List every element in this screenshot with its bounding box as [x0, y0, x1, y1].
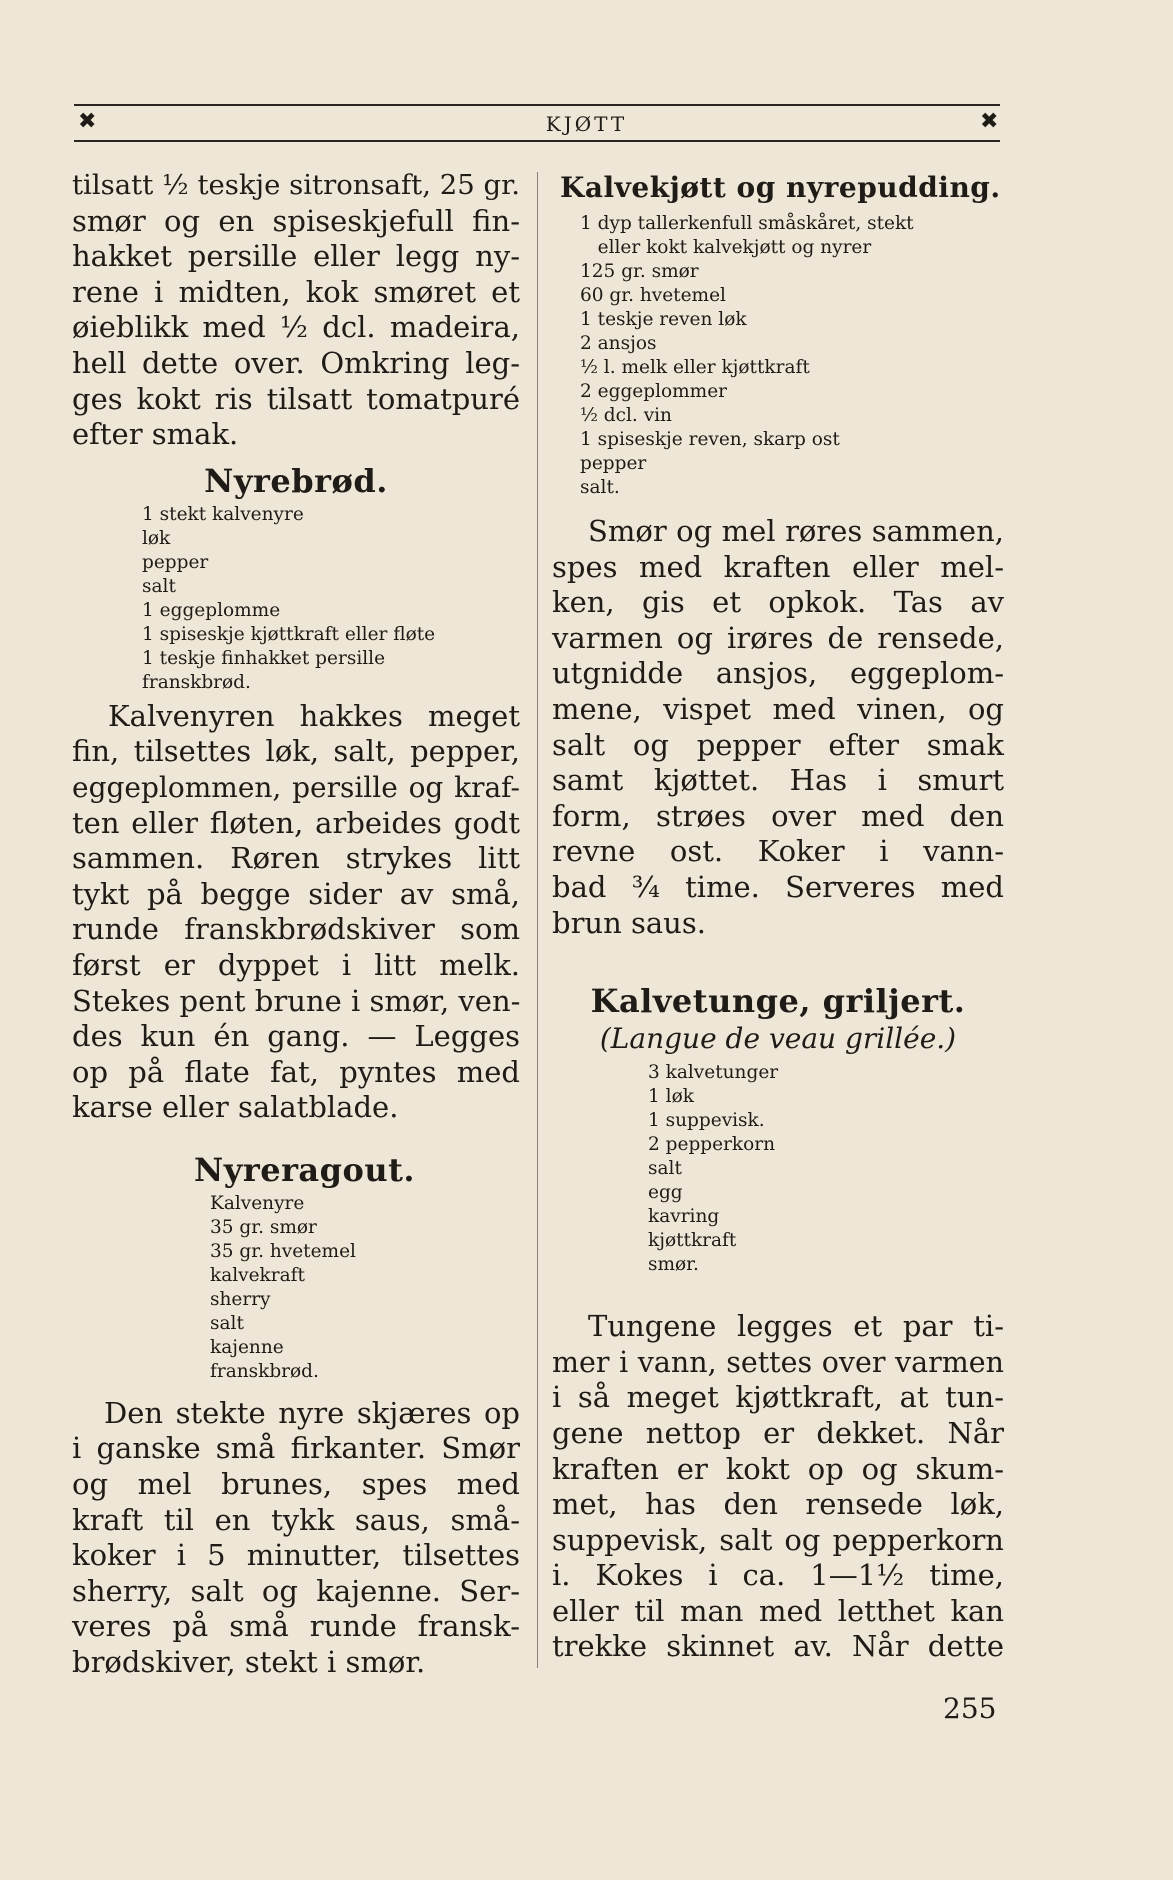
ingredient-item: 1 teskje finhakket persille — [142, 647, 386, 669]
ingredient-item: 125 gr. smør — [580, 261, 699, 282]
ingredient-item: 3 kalvetunger — [648, 1062, 779, 1084]
text-line: eggeplommen, persille og kraf- — [72, 770, 520, 804]
text-line: eller til man med letthet kan — [552, 1593, 1004, 1628]
text-line: tykt på begge sider av små, — [72, 876, 520, 911]
text-line: sammen. Røren strykes litt — [72, 841, 520, 876]
ingredient-item: 1 spiseskje reven, skarp ost — [580, 429, 840, 450]
text-line: brødskiver, stekt i smør. — [72, 1645, 426, 1680]
recipe-title-pudding: Kalvekjøtt og nyrepudding. — [560, 171, 1001, 204]
right-column — [552, 168, 1004, 1665]
header-ornament-left: ✖ — [78, 109, 97, 134]
text-line: trekke skinnet av. Når dette — [552, 1629, 1004, 1664]
text-line: mer i vann, settes over varmen — [552, 1345, 1004, 1379]
method-paragraph-pudding — [552, 514, 1004, 941]
text-line: tilsatt ½ teskje sitronsaft, 25 gr. — [72, 169, 520, 201]
text-line: efter smak. — [72, 417, 239, 452]
ingredient-item: ½ l. melk eller kjøttkraft — [580, 357, 810, 378]
text-line: form, strøes over med den — [552, 798, 1004, 833]
text-line: Smør og mel røres sammen, — [588, 514, 1004, 548]
recipe-title-nyrebrod: Nyrebrød. — [204, 461, 388, 500]
ingredient-item: franskbrød. — [210, 1360, 319, 1382]
left-column — [72, 168, 520, 1681]
running-head-title: KJØTT — [545, 112, 628, 136]
ingredient-item: kjøttkraft — [648, 1230, 737, 1252]
ingredient-item: 1 suppevisk. — [648, 1110, 765, 1132]
ingredient-list-pudding — [580, 212, 1004, 500]
text-line: Stekes pent brune i smør, ven- — [72, 983, 521, 1018]
text-line: spes med kraften eller mel- — [552, 549, 1004, 584]
text-line: og mel brunes, spes med — [72, 1467, 520, 1502]
recipe-title-tunge: Kalvetunge, griljert. — [590, 982, 966, 1021]
ingredient-item: salt. — [580, 477, 620, 498]
text-line: kraft til en tykk saus, små- — [72, 1502, 520, 1537]
ingredient-item: 1 stekt kalvenyre — [142, 503, 304, 525]
text-line: salt og pepper efter smak — [552, 727, 1004, 762]
ingredient-item: 60 gr. hvetemel — [580, 285, 726, 306]
ingredient-item: franskbrød. — [142, 671, 251, 693]
ingredient-item: salt — [142, 575, 176, 597]
text-line: øieblikk med ½ dcl. madeira, — [72, 310, 520, 345]
column-divider — [537, 172, 538, 1668]
text-line: ken, gis et opkok. Tas av — [552, 585, 1004, 620]
ingredient-item: smør. — [648, 1254, 699, 1276]
text-line: smør og en spiseskjefull fin- — [72, 203, 520, 238]
ingredient-item: pepper — [580, 453, 647, 474]
text-line: fin, tilsettes løk, salt, pepper, — [72, 734, 520, 769]
ingredient-item: kavring — [648, 1206, 720, 1228]
recipe-title-nyreragout: Nyreragout. — [194, 1150, 416, 1189]
ingredient-list-nyrebrod — [142, 503, 520, 695]
method-paragraph-nyreragout — [72, 1396, 520, 1681]
ingredient-list-tunge — [648, 1061, 1004, 1277]
text-line: met, has den rensede løk, — [552, 1487, 1004, 1522]
ingredient-list-nyreragout — [210, 1192, 520, 1384]
method-paragraph-tunge — [552, 1309, 1004, 1665]
ingredient-item: salt — [210, 1312, 244, 1334]
ingredient-item: 2 pepperkorn — [648, 1134, 776, 1156]
text-line: kraften er kokt op og skum- — [552, 1451, 1004, 1486]
text-line: først er dyppet i litt melk. — [72, 947, 520, 982]
text-line: revne ost. Koker i vann- — [552, 834, 1004, 869]
header-rule-top — [74, 104, 1000, 106]
text-line: sherry, salt og kajenne. Ser- — [72, 1573, 520, 1608]
ingredient-item: salt — [648, 1158, 682, 1180]
text-line: samt kjøttet. Has i smurt — [552, 763, 1004, 798]
text-line: mene, vispet med vinen, og — [552, 691, 1004, 726]
text-line: ges kokt ris tilsatt tomatpuré — [72, 381, 520, 416]
ingredient-item: 35 gr. smør — [210, 1216, 317, 1238]
text-line: Tungene legges et par ti- — [588, 1309, 1004, 1344]
ingredient-item: eller kokt kalvekjøtt og nyrer — [580, 237, 872, 258]
method-paragraph-nyrebrod — [72, 699, 520, 1126]
text-line: utgnidde ansjos, eggeplom- — [552, 656, 1004, 691]
text-line: i. Kokes i ca. 1—1½ time, — [552, 1558, 1004, 1593]
text-line: koker i 5 minutter, tilsettes — [72, 1538, 520, 1573]
text-line: hakket persille eller legg ny- — [72, 239, 520, 274]
header-rule-bottom — [74, 140, 1000, 142]
text-line: rene i midten, kok smøret et — [72, 274, 520, 309]
ingredient-item: 1 spiseskje kjøttkraft eller fløte — [142, 623, 436, 645]
text-line: op på flate fat, pyntes med — [72, 1054, 520, 1089]
text-line: veres på små runde fransk- — [72, 1609, 520, 1644]
ingredient-item: løk — [142, 527, 171, 549]
text-line: ten eller fløten, arbeides godt — [72, 805, 520, 840]
ingredient-item: 1 eggeplomme — [142, 599, 281, 621]
ingredient-item: sherry — [210, 1288, 271, 1310]
recipe-subtitle-tunge: (Langue de veau grillée.) — [599, 1022, 957, 1056]
text-line: Den stekte nyre skjæres op — [104, 1395, 520, 1430]
page-number: 255 — [943, 1692, 997, 1725]
ingredient-item: 1 teskje reven løk — [580, 309, 747, 330]
ingredient-item: 1 løk — [648, 1086, 694, 1108]
text-line: gene nettop er dekket. Når — [552, 1415, 1004, 1450]
ingredient-item: pepper — [142, 551, 209, 573]
text-line: brun saus. — [552, 905, 706, 940]
text-line: i ganske små firkanter. Smør — [72, 1431, 520, 1466]
text-line: i så meget kjøttkraft, at tun- — [552, 1380, 1004, 1415]
intro-paragraph — [72, 168, 520, 453]
ingredient-item: ½ dcl. vin — [580, 405, 672, 426]
text-line: bad ¾ time. Serveres med — [552, 869, 1004, 904]
text-line: Kalvenyren hakkes meget — [108, 698, 520, 733]
text-line: hell dette over. Omkring leg- — [72, 345, 520, 380]
text-line: runde franskbrødskiver som — [72, 912, 520, 947]
ingredient-item: 2 ansjos — [580, 333, 657, 354]
ingredient-item: egg — [648, 1182, 683, 1204]
text-line: varmen og irøres de rensede, — [552, 620, 1004, 655]
ingredient-item: 1 dyp tallerkenfull småskåret, stekt — [580, 213, 914, 234]
ingredient-item: Kalvenyre — [210, 1192, 305, 1214]
ingredient-item: kajenne — [210, 1336, 284, 1358]
ingredient-item: 35 gr. hvetemel — [210, 1240, 356, 1262]
ingredient-item: kalvekraft — [210, 1264, 305, 1286]
text-line: karse eller salatblade. — [72, 1090, 399, 1125]
ingredient-item: 2 eggeplommer — [580, 381, 728, 402]
header-ornament-right: ✖ — [980, 109, 999, 134]
text-line: des kun én gang. — Legges — [72, 1019, 520, 1054]
text-line: suppevisk, salt og pepperkorn — [552, 1522, 1004, 1557]
